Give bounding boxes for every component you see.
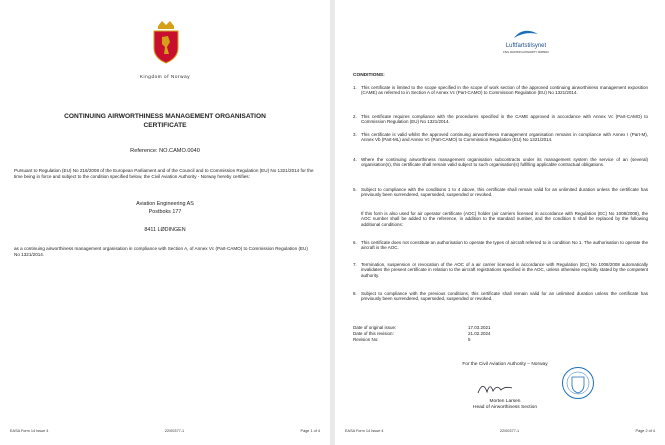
condition-7: 7. Termination, suspension or revocation of the AOC of a air carrier licensed in accordance with Regulation (EC) No 1008/2008 automatically invalidates the present certificate in relation to the aircraft registrations specified in the AOC, unless otherwise explicitly stated by the competent authority. <box>353 262 648 278</box>
organisation-block <box>0 200 330 234</box>
condition-1: 1. This certificate is limited to the scope specified in the scope of work section of the approved continuing airworthiness management exposition (CAME) as referred to in Section A of Annex Vc (Part-CAMO) to Commission Regulation (EU) No 1321/2014. <box>353 85 648 96</box>
page-footer-2 <box>345 429 655 433</box>
closing-paragraph: as a continuing airworthiness management organisation in compliance with Section A, of Annex Vc (Part-CAMO) to Commission Regulation (EU) No 1321/2014. <box>14 246 308 257</box>
authority-line: For the Civil Aviation Authority – Norway <box>462 362 548 367</box>
luftfartstilsynet-logo-icon <box>511 28 541 42</box>
signer-block <box>435 399 575 411</box>
reference-number: Reference: NO.CAMO.0040 <box>130 148 200 154</box>
norway-coat-of-arms-icon <box>150 20 182 64</box>
revision-date-row: Date of this revision: 21.02.2024 <box>353 331 491 336</box>
case-number-2: 22/00377-1 <box>499 429 520 433</box>
condition-4: 4. Where the continuing airworthiness management organisation subcontracts under its management system the service of an (several) organisation(s), this certificate shall remain valid subject to such organisation(s) fulfilling applicable contractual obligations. <box>353 157 648 168</box>
intro-paragraph: Pursuant to Regulation (EU) No 216/2008 of the European Parliament and of the Council and to Commission Regulation (EU) No 1321/2014 for the time being in force and subject to the condition specified below, the Civil Aviation Authority - Norway hereby certifies: <box>14 168 314 179</box>
original-issue-row: Date of original issue: 17.03.2021 <box>353 325 491 330</box>
logo-subtext: CIVIL AVIATION AUTHORITY NORWAY <box>502 51 550 54</box>
signer-title: Head of Airworthiness Section <box>473 405 537 410</box>
case-number: 22/00377-1 <box>164 429 185 433</box>
revision-table <box>353 325 491 343</box>
title-line-1: CONTINUING AIRWORTHINESS MANAGEMENT ORGANISATION <box>64 113 266 120</box>
aoc-note: If this form is also used for air operator certificate (AOC) holder (air carriers licensed in accordance with Regulation (EC) No 1008/2008), the AOC number shall be added to the reference, in addition to the standard number, and the condition 5 shall be replaced by the following additional conditions: <box>361 211 648 227</box>
signer-name: Morten Larsen <box>489 399 521 404</box>
form-number: EASA Form 14 Issue 4 <box>10 429 49 433</box>
condition-3: 3. This certificate is valid whilst the approved continuing airworthiness management organisation remains in compliance with Annex I (Part-M), Annex Vb (Part-ML) and Annex Vc (Part-CAMO) to Commission Regulation (EU) No 1321/2014. <box>353 132 648 143</box>
condition-6: 6. This certificate does not constitute an authorisation to operate the types of aircraft referred to in condition No 1. The authorisation to operate the aircraft is the AOC. <box>353 240 648 251</box>
page-footer <box>10 429 320 433</box>
page-number: Page 1 of 4 <box>300 429 320 433</box>
organisation-name: Aviation Engineering AS <box>136 201 194 207</box>
form-number-2: EASA Form 14 Issue 4 <box>345 429 384 433</box>
condition-5: 5. Subject to compliance with the conditions 1 to 4 above, this certificate shall remain valid for an unlimited duration unless the certificate has previously been surrendered, superseded, suspended or revoked. <box>353 187 648 198</box>
title-line-2: CERTIFICATE <box>143 122 187 129</box>
condition-8: 8. Subject to compliance with the previous conditions, this certificate shall remain valid for an unlimited duration unless the certificate has previously been surrendered, superseded, suspended or revoked. <box>353 291 648 302</box>
condition-2: 2. This certificate requires compliance with the procedures specified in the CAME approved in accordance with Annex Vc (Part-CAMO) to Commission Regulation (EU) No 1321/2014. <box>353 114 648 125</box>
signature-icon <box>475 378 515 398</box>
organisation-address-1: Postboks 177 <box>148 209 182 215</box>
organisation-address-2: 8411 LØDINGEN <box>144 227 186 233</box>
official-stamp-icon <box>561 366 595 400</box>
certificate-page-2 <box>335 0 665 445</box>
certificate-title <box>0 112 330 130</box>
logo-text: Luftfartstilsynet <box>505 43 547 49</box>
revision-number-row: Revision No: 5 <box>353 337 471 342</box>
conditions-heading: CONDITIONS: <box>353 73 385 78</box>
kingdom-label: Kingdom of Norway <box>139 74 191 79</box>
page-number-2: Page 2 of 4 <box>635 429 655 433</box>
certificate-page-1 <box>0 0 330 445</box>
